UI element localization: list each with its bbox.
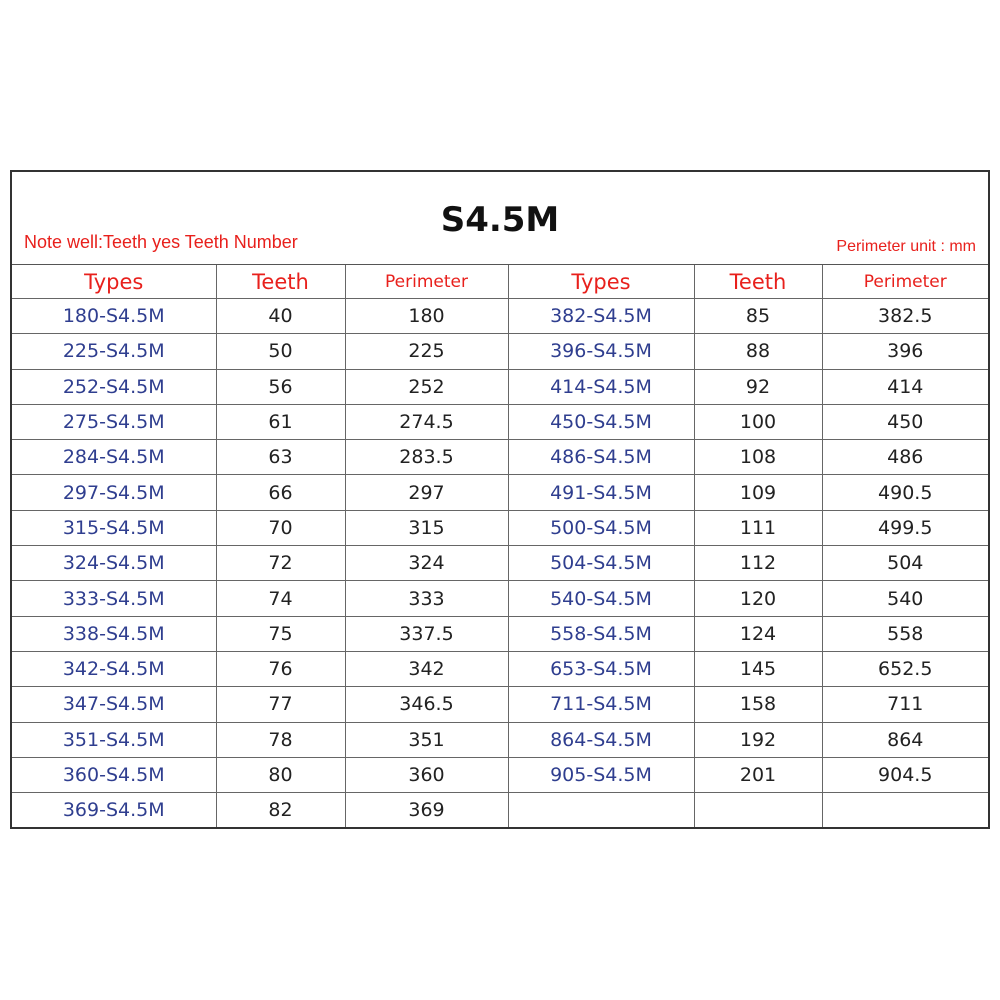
cell-teeth-2: 100 <box>694 404 822 439</box>
cell-type-2: 396-S4.5M <box>508 334 694 369</box>
cell-perimeter-2: 499.5 <box>822 510 988 545</box>
cell-teeth-2: 120 <box>694 581 822 616</box>
cell-type: 297-S4.5M <box>12 475 216 510</box>
cell-type-2: 414-S4.5M <box>508 369 694 404</box>
cell-teeth: 76 <box>216 651 345 686</box>
cell-perimeter-2: 450 <box>822 404 988 439</box>
cell-perimeter: 274.5 <box>345 404 508 439</box>
cell-perimeter-2: 382.5 <box>822 299 988 334</box>
cell-perimeter: 297 <box>345 475 508 510</box>
header-teeth-2: Teeth <box>694 265 822 299</box>
cell-type-2: 500-S4.5M <box>508 510 694 545</box>
cell-teeth: 63 <box>216 440 345 475</box>
cell-type: 342-S4.5M <box>12 651 216 686</box>
cell-perimeter-2: 558 <box>822 616 988 651</box>
header-perimeter: Perimeter <box>345 265 508 299</box>
cell-perimeter: 225 <box>345 334 508 369</box>
cell-teeth: 78 <box>216 722 345 757</box>
cell-teeth: 82 <box>216 793 345 828</box>
title-row <box>12 172 988 265</box>
cell-type: 225-S4.5M <box>12 334 216 369</box>
table-row <box>12 510 988 545</box>
cell-perimeter: 180 <box>345 299 508 334</box>
cell-teeth-2: 112 <box>694 546 822 581</box>
table-row <box>12 687 988 722</box>
cell-perimeter: 360 <box>345 757 508 792</box>
cell-perimeter-2: 540 <box>822 581 988 616</box>
table-row <box>12 757 988 792</box>
cell-teeth-2: 111 <box>694 510 822 545</box>
cell-type-2: 653-S4.5M <box>508 651 694 686</box>
cell-teeth: 50 <box>216 334 345 369</box>
cell-type-2 <box>508 793 694 828</box>
cell-teeth: 75 <box>216 616 345 651</box>
header-perimeter-2: Perimeter <box>822 265 988 299</box>
sheet-title: S4.5M <box>440 200 560 240</box>
cell-type-2: 558-S4.5M <box>508 616 694 651</box>
cell-teeth: 61 <box>216 404 345 439</box>
table-row <box>12 475 988 510</box>
cell-type-2: 864-S4.5M <box>508 722 694 757</box>
table-row <box>12 546 988 581</box>
cell-teeth: 56 <box>216 369 345 404</box>
cell-teeth-2: 158 <box>694 687 822 722</box>
cell-type-2: 711-S4.5M <box>508 687 694 722</box>
cell-teeth-2: 108 <box>694 440 822 475</box>
cell-type: 315-S4.5M <box>12 510 216 545</box>
cell-perimeter: 252 <box>345 369 508 404</box>
header-types: Types <box>12 265 216 299</box>
cell-perimeter: 333 <box>345 581 508 616</box>
cell-teeth: 40 <box>216 299 345 334</box>
cell-type: 284-S4.5M <box>12 440 216 475</box>
header-row <box>12 265 988 299</box>
cell-teeth-2: 192 <box>694 722 822 757</box>
cell-type-2: 504-S4.5M <box>508 546 694 581</box>
cell-perimeter: 351 <box>345 722 508 757</box>
cell-teeth-2: 145 <box>694 651 822 686</box>
cell-perimeter: 315 <box>345 510 508 545</box>
cell-perimeter-2: 396 <box>822 334 988 369</box>
teeth-note: Note well:Teeth yes Teeth Number <box>24 232 298 252</box>
cell-teeth: 66 <box>216 475 345 510</box>
cell-type-2: 382-S4.5M <box>508 299 694 334</box>
belt-spec-table <box>12 265 988 827</box>
cell-perimeter-2: 711 <box>822 687 988 722</box>
cell-type: 369-S4.5M <box>12 793 216 828</box>
cell-teeth-2: 88 <box>694 334 822 369</box>
cell-teeth-2 <box>694 793 822 828</box>
cell-teeth-2: 92 <box>694 369 822 404</box>
cell-type-2: 486-S4.5M <box>508 440 694 475</box>
table-body <box>12 299 988 828</box>
table-row <box>12 793 988 828</box>
cell-type: 347-S4.5M <box>12 687 216 722</box>
cell-type: 180-S4.5M <box>12 299 216 334</box>
cell-perimeter: 342 <box>345 651 508 686</box>
cell-perimeter-2: 414 <box>822 369 988 404</box>
cell-teeth: 80 <box>216 757 345 792</box>
cell-perimeter-2: 864 <box>822 722 988 757</box>
table-row <box>12 334 988 369</box>
cell-perimeter-2: 504 <box>822 546 988 581</box>
cell-perimeter: 369 <box>345 793 508 828</box>
cell-teeth-2: 124 <box>694 616 822 651</box>
cell-teeth: 72 <box>216 546 345 581</box>
cell-teeth-2: 109 <box>694 475 822 510</box>
cell-type: 333-S4.5M <box>12 581 216 616</box>
table-row <box>12 616 988 651</box>
cell-perimeter-2: 652.5 <box>822 651 988 686</box>
table-row <box>12 581 988 616</box>
cell-type: 324-S4.5M <box>12 546 216 581</box>
belt-spec-sheet <box>10 170 990 829</box>
cell-type-2: 491-S4.5M <box>508 475 694 510</box>
cell-perimeter-2: 490.5 <box>822 475 988 510</box>
cell-perimeter-2: 486 <box>822 440 988 475</box>
cell-teeth-2: 85 <box>694 299 822 334</box>
cell-type: 275-S4.5M <box>12 404 216 439</box>
header-types-2: Types <box>508 265 694 299</box>
cell-type: 338-S4.5M <box>12 616 216 651</box>
cell-teeth: 74 <box>216 581 345 616</box>
cell-perimeter: 324 <box>345 546 508 581</box>
cell-teeth-2: 201 <box>694 757 822 792</box>
cell-perimeter-2 <box>822 793 988 828</box>
table-row <box>12 440 988 475</box>
cell-type: 360-S4.5M <box>12 757 216 792</box>
table-row <box>12 404 988 439</box>
cell-perimeter-2: 904.5 <box>822 757 988 792</box>
cell-type-2: 540-S4.5M <box>508 581 694 616</box>
cell-teeth: 70 <box>216 510 345 545</box>
cell-teeth: 77 <box>216 687 345 722</box>
cell-perimeter: 337.5 <box>345 616 508 651</box>
header-teeth: Teeth <box>216 265 345 299</box>
table-row <box>12 651 988 686</box>
cell-perimeter: 346.5 <box>345 687 508 722</box>
table-row <box>12 299 988 334</box>
perimeter-unit-note: Perimeter unit : mm <box>836 238 976 255</box>
cell-type-2: 905-S4.5M <box>508 757 694 792</box>
table-row <box>12 369 988 404</box>
cell-type: 351-S4.5M <box>12 722 216 757</box>
cell-type-2: 450-S4.5M <box>508 404 694 439</box>
cell-perimeter: 283.5 <box>345 440 508 475</box>
table-row <box>12 722 988 757</box>
cell-type: 252-S4.5M <box>12 369 216 404</box>
